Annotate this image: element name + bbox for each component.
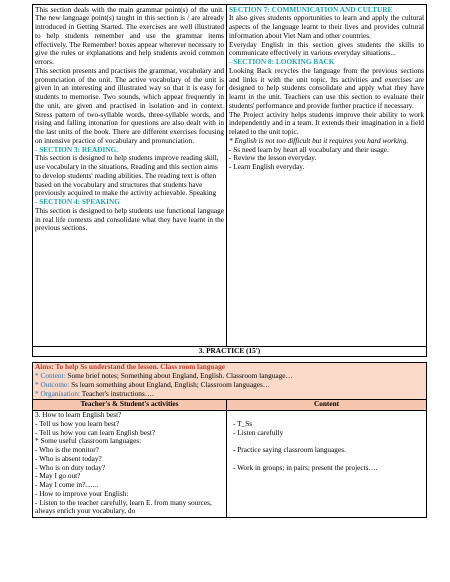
outcome-text: Ss learn something about England, English; Classroom languages… bbox=[69, 379, 271, 389]
practice-table bbox=[32, 362, 427, 518]
list-line: - May I go out? bbox=[35, 471, 81, 481]
document-page bbox=[32, 4, 426, 518]
left-column bbox=[33, 5, 227, 347]
right-column bbox=[227, 5, 427, 347]
contents-cell bbox=[227, 410, 427, 517]
aims-block bbox=[33, 362, 427, 399]
paragraph: - SECTION 4: SPEAKING bbox=[35, 197, 120, 206]
paragraph: - Review the lesson everyday. bbox=[229, 153, 317, 163]
activities-cell bbox=[33, 410, 227, 517]
list-line: - Listen carefully bbox=[233, 427, 284, 437]
content-label: * Content: bbox=[35, 371, 66, 380]
list-line: - Listen to the teacher carefully, learn E. from many sources, always enrich your vocabulary, do bbox=[35, 497, 212, 516]
paragraph: - Learn English everyday. bbox=[229, 162, 305, 171]
paragraph: This section is designed to help students improve reading skill, use vocabulary in the situations, Reading and this section aims to develop students' reading abilities. The reading text is often based on the vocabulary and structures that students have previously acquired to make the activity achievable. Speaking bbox=[35, 153, 219, 198]
organisation-label: * Organisation: bbox=[35, 388, 81, 398]
list-line: - Practice saying classroom languages. bbox=[233, 445, 346, 454]
list-line: - Who is the monitor? bbox=[35, 445, 99, 454]
list-line: - May I come in?....... bbox=[35, 480, 99, 489]
list-line: - How to improve your English: bbox=[35, 488, 129, 498]
paragraph: It also gives students opportunities to learn and apply the cultural aspects of the language learnt to their lives and provides cultural information about Viet Nam and other countries. bbox=[229, 13, 424, 40]
aims-row bbox=[33, 362, 427, 399]
list-line: - T_Ss bbox=[233, 418, 253, 428]
column-header-row bbox=[33, 399, 427, 410]
list-line bbox=[233, 411, 424, 420]
paragraph: Everyday English in this section gives students the skills to communicate effectively in various everyday situations... bbox=[229, 39, 424, 58]
list-line: - Tell us how you can learn English best? bbox=[35, 427, 156, 437]
paragraph: - SECTION 3: READING. bbox=[35, 144, 119, 154]
paragraph: This section presents and practises the grammar, vocabulary and pronunciation of the unit. The active vocabulary of the unit is given in an interesting and illustrated way so that it is easy for students to memorise. Two sounds, which appear frequently in the unit, are given and practised in isolation and in context. Stress pattern of two-syllable words, three-syllable words, and rising and falling intonation for questions are also dealt with in the last units of the book. There are different exercises focusing on intensive practice of vocabulary and pronunciation. bbox=[35, 65, 224, 145]
list-line: 3. How to learn English best? bbox=[35, 410, 122, 419]
paragraph: The Project activity helps students improve their ability to work independently and in a team. It extends their imagination in a field related to the unit topic. bbox=[229, 109, 424, 136]
list-line: - Who is absent today? bbox=[35, 453, 102, 463]
outcome-label: * Outcome: bbox=[35, 379, 70, 389]
list-line: - Who is on duty today? bbox=[35, 462, 106, 472]
sections-row bbox=[33, 5, 427, 347]
practice-heading-row bbox=[33, 347, 427, 357]
list-line: - Work in groups; in pairs; present the projects…. bbox=[233, 462, 378, 472]
aims-title: Aims: To help Ss understand the lesson. Class room language bbox=[35, 362, 226, 372]
paragraph: - Ss need learn by heart all vocabulary and their usage. bbox=[229, 144, 389, 154]
organisation-line bbox=[35, 390, 424, 399]
paragraph: Looking Back recycles the language from the previous sections and links it with the unit topic. Its activities and exercises are designed to help students consolidate and apply what they have learnt in the unit. Teachers can use this section to evaluate their students' performance and provide further practice if necessary. bbox=[229, 65, 424, 110]
activities-header: Teacher's & Student's activities bbox=[33, 399, 227, 410]
paragraph: - SECTION 8: LOOKING BACK bbox=[229, 57, 335, 66]
list-line: * Some useful classroom languages: bbox=[35, 436, 142, 446]
paragraph: This section is designed to help students use functional language in real life contexts and consolidate what they have learnt in the previous sections. bbox=[35, 205, 224, 233]
list-line: - Tell us how you learn best? bbox=[35, 418, 120, 428]
content-header: Content bbox=[227, 399, 427, 410]
sections-table bbox=[32, 4, 427, 357]
practice-heading: 3. PRACTICE (15') bbox=[33, 347, 427, 357]
paragraph: SECTION 7: COMMUNICATION AND CULTURE bbox=[229, 4, 393, 14]
paragraph: * English is not too difficult but it requires you hard working. bbox=[229, 135, 409, 145]
activities-row bbox=[33, 410, 427, 517]
content-text: Some brief notes; Something about England, English. Classroom language… bbox=[65, 371, 293, 380]
paragraph: This section deals with the main grammar point(s) of the unit. The new language point(s) taught in this section is / are already introduced in Getting Started. The exercises are well illustrated to help students remember and use the grammar items effectively. The Remember! boxes appear wherever necessary to give the rules or explanations and help students avoid common errors. bbox=[35, 4, 224, 66]
organisation-text: Teacher's instructions…. bbox=[80, 388, 154, 398]
